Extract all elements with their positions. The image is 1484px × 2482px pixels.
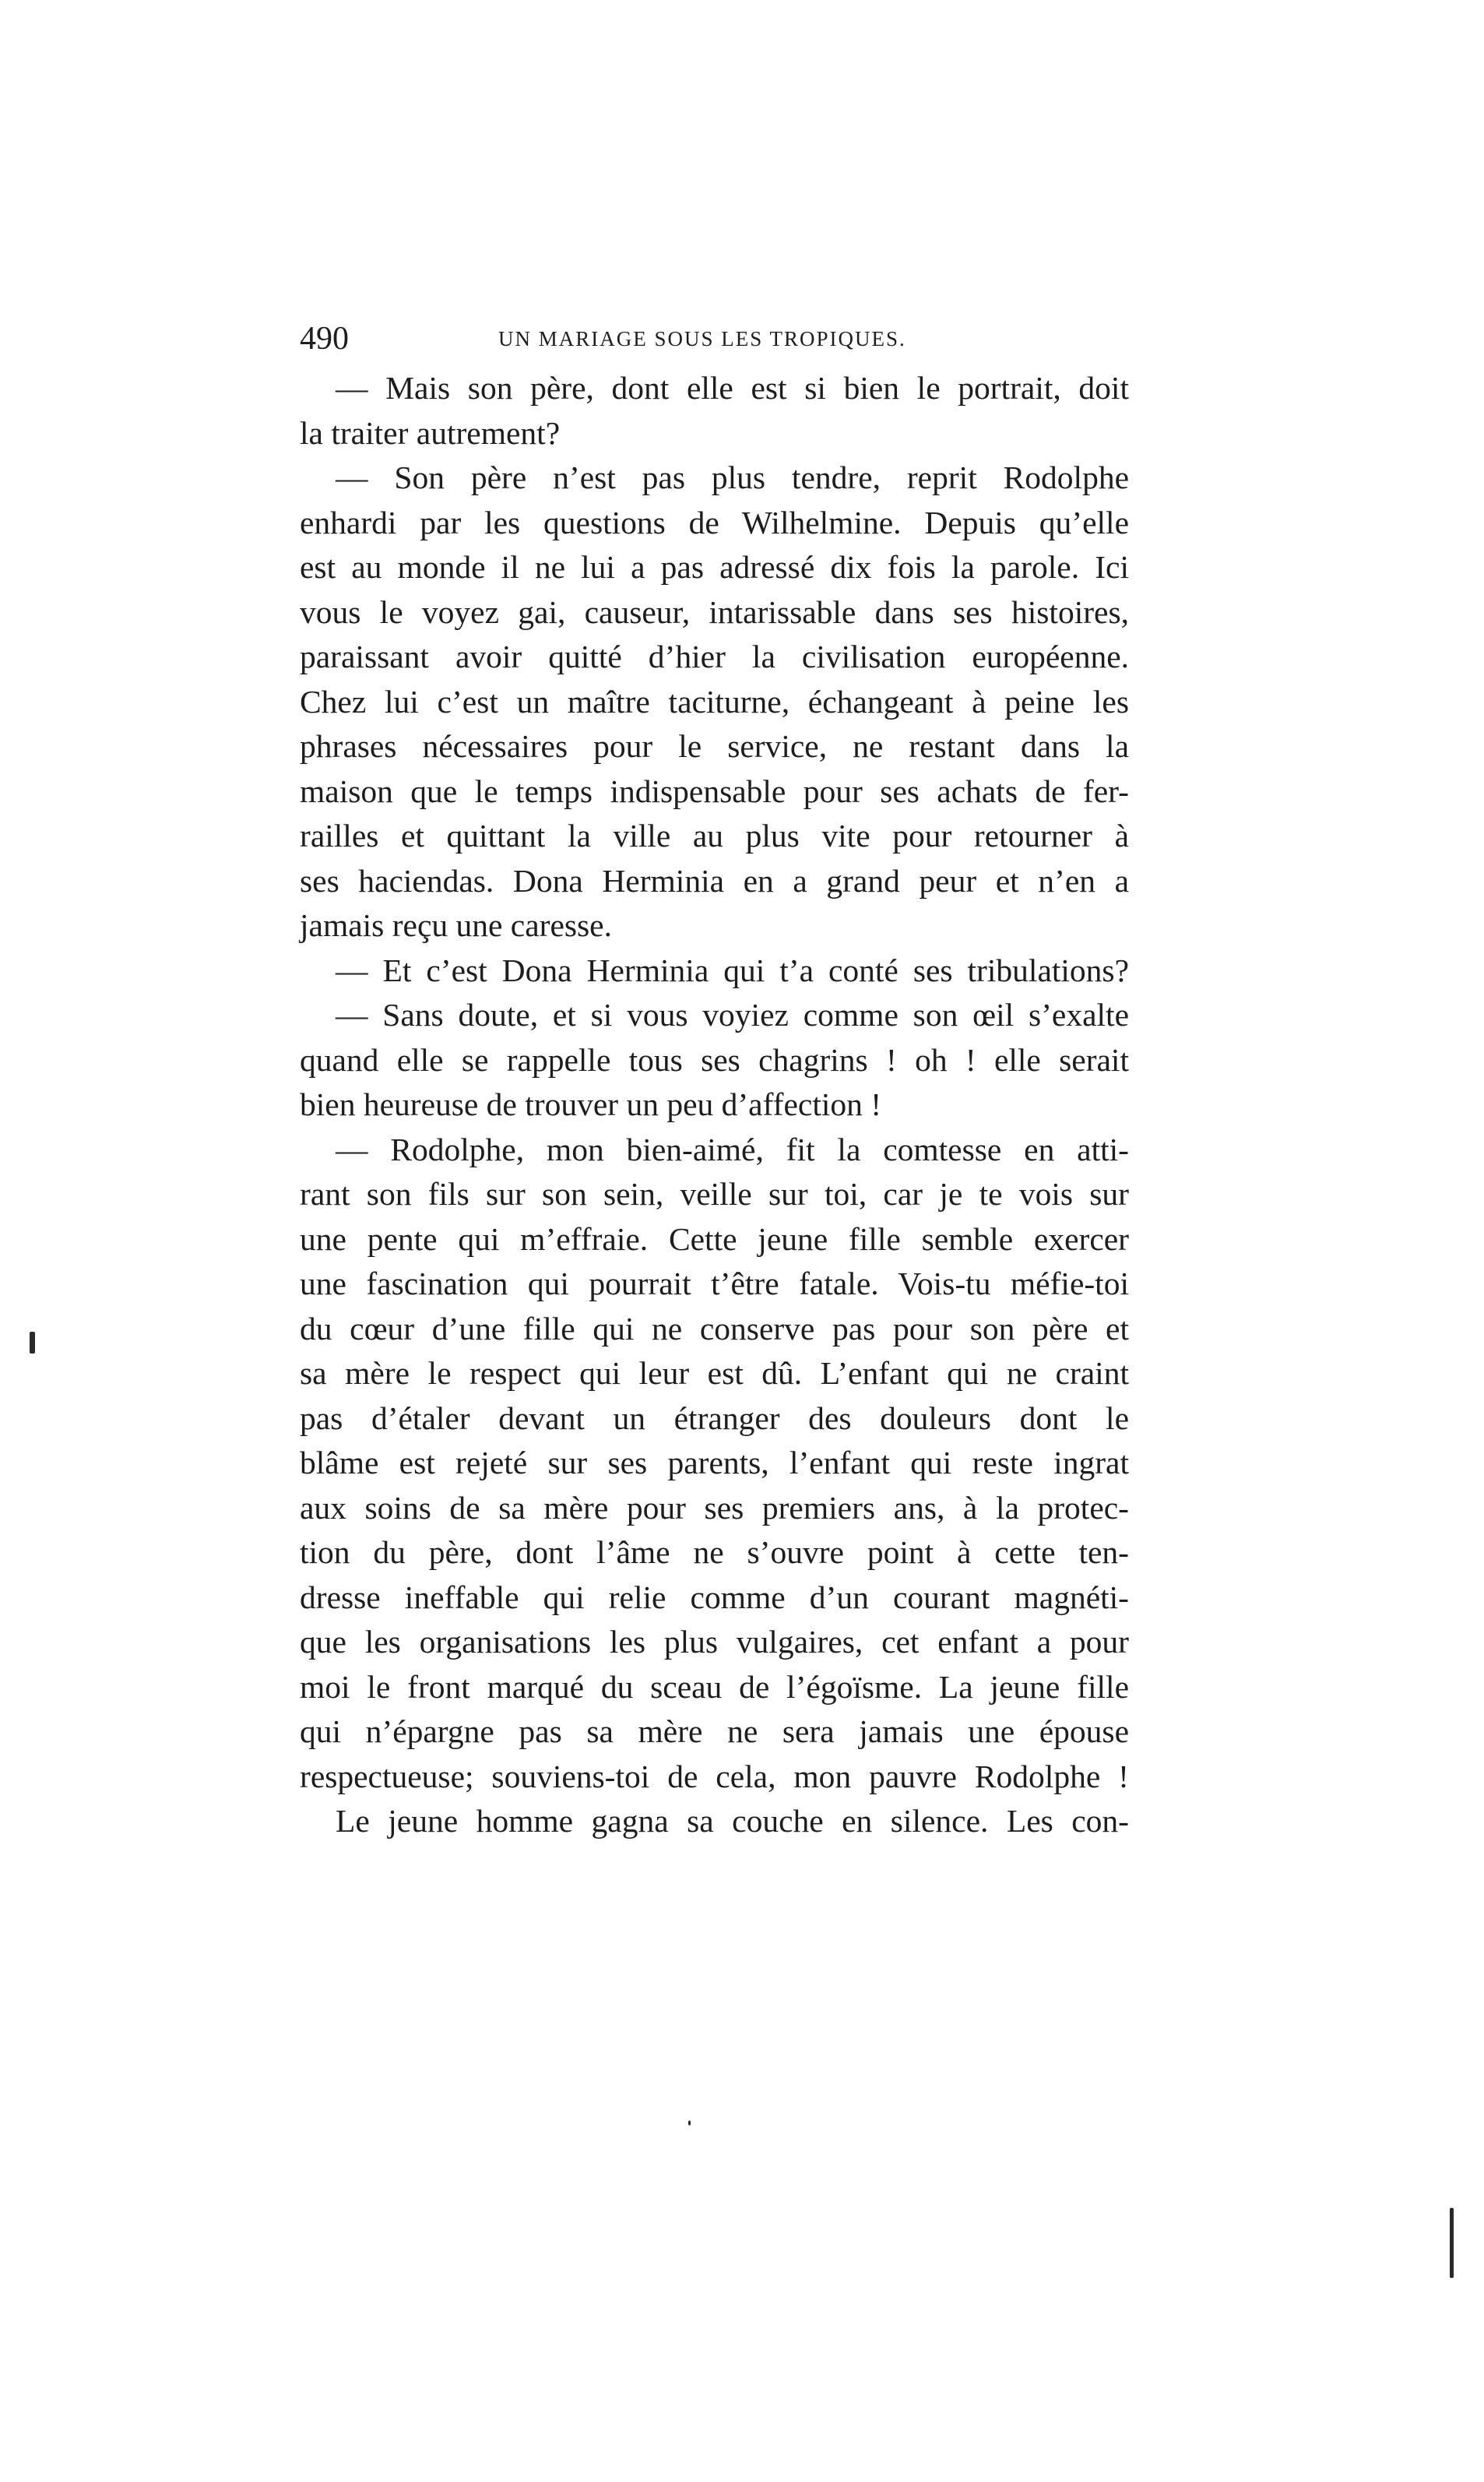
- text-line: enhardi par les questions de Wilhelmine. Depuis qu’elle: [300, 504, 1129, 540]
- text-line: une pente qui m’effraie. Cette jeune fille semble exercer: [300, 1220, 1129, 1257]
- text-line: — Sans doute, et si vous voyiez comme son œil s’exalte: [336, 997, 1129, 1033]
- text-line: blâme est rejeté sur ses parents, l’enfant qui reste ingrat: [300, 1445, 1129, 1480]
- margin-mark: [1450, 2208, 1454, 2278]
- text-line: que les organisations les plus vulgaires, cet enfant a pour: [300, 1624, 1129, 1660]
- text-line: la traiter autrement?: [300, 414, 561, 451]
- page-number: 490: [300, 321, 349, 357]
- text-line: paraissant avoir quitté d’hier la civilisation européenne.: [300, 639, 1129, 674]
- text-line: tion du père, dont l’âme ne s’ouvre point à cette ten-: [300, 1534, 1129, 1570]
- text-line: — Rodolphe, mon bien-aimé, fit la comtesse en atti-: [336, 1131, 1129, 1167]
- text-line: bien heureuse de trouver un peu d’affection !: [300, 1086, 882, 1122]
- text-line: respectueuse; souviens-toi de cela, mon pauvre Rodolphe !: [300, 1758, 1129, 1794]
- text-line: jamais reçu une caresse.: [300, 907, 612, 943]
- text-line: Chez lui c’est un maître taciturne, échangeant à peine les: [300, 683, 1129, 720]
- running-head: [300, 315, 1129, 362]
- text-line: pas d’étaler devant un étranger des douleurs dont le: [300, 1399, 1129, 1436]
- text-line: maison que le temps indispensable pour ses achats de fer-: [300, 773, 1129, 809]
- text-line: aux soins de sa mère pour ses premiers ans, à la protec-: [300, 1489, 1129, 1526]
- text-line: sa mère le respect qui leur est dû. L’enfant qui ne craint: [300, 1355, 1129, 1391]
- text-line: une fascination qui pourrait t’être fatale. Vois-tu méfie-toi: [300, 1266, 1129, 1301]
- text-line: du cœur d’une fille qui ne conserve pas pour son père et: [300, 1310, 1129, 1347]
- text-line: dresse ineffable qui relie comme d’un courant magnéti-: [300, 1579, 1129, 1615]
- text-line: railles et quittant la ville au plus vite pour retourner à: [300, 818, 1129, 854]
- text-line: rant son fils sur son sein, veille sur toi, car je te vois sur: [300, 1176, 1129, 1212]
- text-line: est au monde il ne lui a pas adressé dix fois la parole. Ici: [300, 549, 1129, 585]
- text-line: Le jeune homme gagna sa couche en silence. Les con-: [336, 1803, 1129, 1839]
- text-line: vous le voyez gai, causeur, intarissable dans ses histoires,: [300, 593, 1129, 630]
- text-line: — Mais son père, dont elle est si bien le portrait, doit: [336, 370, 1129, 406]
- text-line: ses haciendas. Dona Herminia en a grand peur et n’en a: [300, 862, 1129, 899]
- text-line: quand elle se rappelle tous ses chagrins ! oh ! elle serait: [300, 1041, 1129, 1078]
- text-line: — Son père n’est pas plus tendre, reprit Rodolphe: [336, 459, 1129, 495]
- margin-mark: [688, 2121, 691, 2125]
- running-title: UN MARIAGE SOUS LES TROPIQUES.: [498, 327, 906, 350]
- text-line: moi le front marqué du sceau de l’égoïsme. La jeune fille: [300, 1668, 1129, 1705]
- margin-mark: [30, 1332, 35, 1354]
- text-line: — Et c’est Dona Herminia qui t’a conté ses tribulations?: [336, 952, 1129, 988]
- body-text: [300, 366, 1129, 1844]
- text-line: phrases nécessaires pour le service, ne restant dans la: [300, 728, 1129, 764]
- text-line: qui n’épargne pas sa mère ne sera jamais une épouse: [300, 1713, 1129, 1749]
